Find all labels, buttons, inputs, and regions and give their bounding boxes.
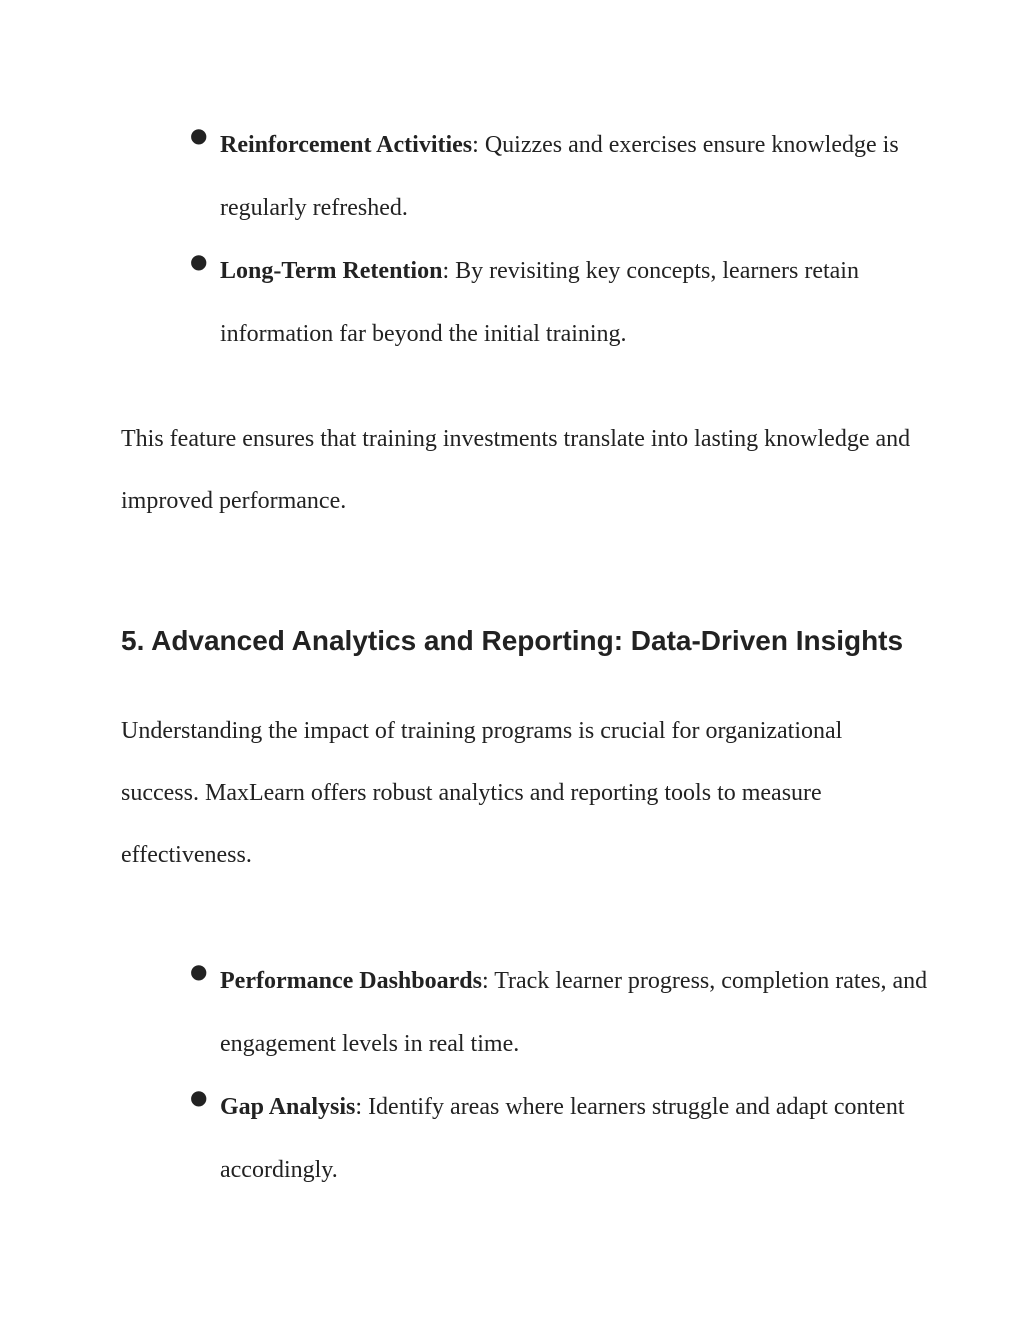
list-item (190, 950, 930, 1076)
bullet-text: By revisiting key concepts, learners retain information far beyond the initial training. (220, 258, 859, 347)
bullet-separator: : (442, 258, 450, 284)
list-item (190, 1076, 930, 1202)
bullet-term: Long-Term Retention (220, 258, 443, 284)
list-item (190, 114, 930, 240)
bullet-list-reinforcement (190, 114, 930, 366)
bullet-term: Reinforcement Activities (220, 132, 473, 158)
paragraph-analytics-intro: Understanding the impact of training programs is crucial for organizational success. MaxLearn offers robust analytics and reporting tools to measure effectiveness. (121, 718, 843, 868)
paragraph-feature-summary: This feature ensures that training investments translate into lasting knowledge and improved performance. (121, 426, 911, 514)
bullet-term: Performance Dashboards (220, 968, 482, 994)
bullet-term: Gap Analysis (220, 1094, 356, 1120)
bullet-text: Quizzes and exercises ensure knowledge is regularly refreshed. (220, 132, 899, 221)
bullet-text: Identify areas where learners struggle and adapt content accordingly. (220, 1094, 905, 1183)
bullet-icon: ● (190, 1085, 208, 1109)
bullet-separator: : (355, 1094, 363, 1120)
bullet-icon: ● (190, 959, 208, 983)
bullet-separator: : (472, 132, 479, 158)
bullet-separator: : (481, 968, 489, 994)
bullet-icon: ● (190, 249, 208, 273)
bullet-icon: ● (190, 123, 208, 147)
bullet-list-analytics (190, 950, 930, 1202)
bullet-text: Track learner progress, completion rates, and engagement levels in real time. (220, 968, 928, 1057)
list-item (190, 240, 930, 366)
section-heading: 5. Advanced Analytics and Reporting: Data-Driven Insights (121, 625, 904, 656)
